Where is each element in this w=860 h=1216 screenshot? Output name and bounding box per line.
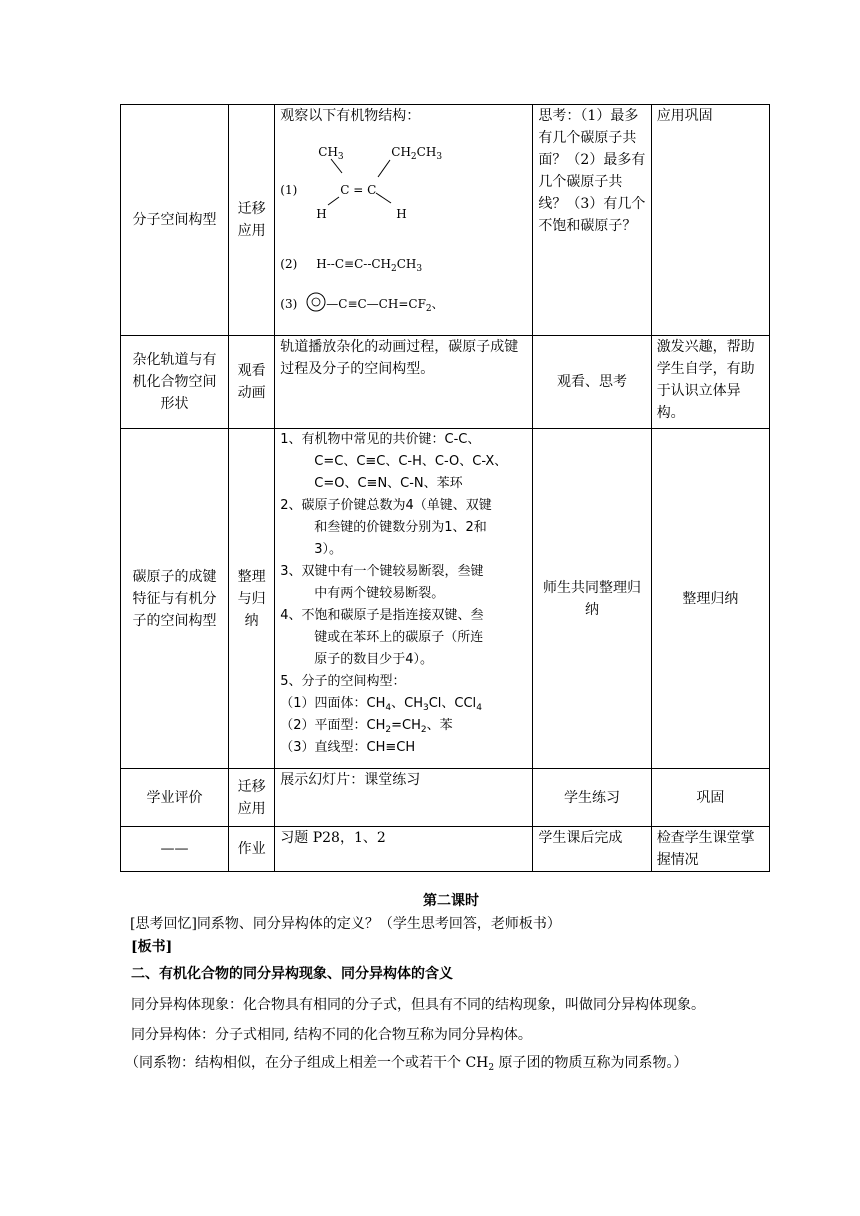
point-5-1: （1）四面体：$CH_4$、$CH_3Cl$、CCl$_4$ [280,696,482,713]
structure-3-formula: $—C\equiv C—CH=CF_2$、 [326,297,444,314]
section-heading: 二、有机化合物的同分异构现象、同分异构体的含义 [131,966,453,982]
teacher-activity-cell: 轨道播放杂化的动画过程，碳原子成键过程及分子的空间构型。 [275,336,533,429]
student-activity-cell: 学生课后完成 [533,827,651,872]
point-2: 2、碳原子价键总数为4（单键、双键 [280,498,492,513]
topic-cell: 分子空间构型 [121,105,229,336]
point-5: 5、分子的空间构型： [280,674,406,689]
method-cell: 整理与归纳 [228,429,274,769]
method-cell: 迁移应用 [228,769,274,827]
structure-1-label: (1) [280,183,298,197]
h-right: H [396,207,407,221]
point-4-cont: 键或在苯环上的碳原子（所连 [314,630,484,645]
structure-diagrams [280,127,527,335]
point-5-3: （3）直线型：CH≡CH [280,740,416,755]
intent-cell: 应用巩固 [651,105,769,336]
point-5-2: （2）平面型：$CH_2=CH_2$、苯 [280,718,453,735]
point-3: 3、双键中有一个键较易断裂，叁键 [280,564,484,579]
intro-text: 观察以下有机物结构： [280,108,421,124]
definition-paragraph: 同分异构体现象：化合物具有相同的分子式，但具有不同的结构现象，叫做同分异构体现象。 [131,997,705,1013]
point-2-cont: 3）。 [314,542,343,557]
point-4: 4、不饱和碳原子是指连接双键、叁 [280,608,484,623]
teacher-activity-cell [275,429,533,769]
structure-2-formula: $H--C\equiv C--CH_2CH_3$ [316,257,423,274]
point-1-cont: C=O、C≡N、C-N、苯环 [314,476,463,491]
table-row [121,429,770,769]
teacher-activity-cell: 习题 P28，1、2 [275,827,533,872]
homolog-note: （同系物：结构相似，在分子组成上相差一个或若干个 $CH_2$ 原子团的物质互称为同系物。） [125,1055,688,1073]
student-activity-cell: 师生共同整理归纳 [533,429,651,769]
cc-double-bond: C = C [340,183,377,197]
teacher-activity-cell [275,105,533,336]
board-label: [板书] [131,939,173,955]
h-left: H [316,207,327,221]
point-3-cont: 中有两个键较易断裂。 [314,586,445,601]
method-cell: 作业 [228,827,274,872]
intent-cell: 检查学生课堂掌握情况 [651,827,769,872]
topic-cell: 杂化轨道与有机化合物空间形状 [121,336,229,429]
topic-cell: 碳原子的成键特征与有机分子的空间构型 [121,429,229,769]
method-cell: 迁移应用 [228,105,274,336]
ch2ch3-label: $CH_2CH_3$ [391,145,443,162]
lesson-heading: 第二课时 [423,893,479,909]
table-row [121,769,770,827]
structure-2-label: (2) [280,257,298,271]
ch3-label: $CH_3$ [318,145,344,162]
intent-cell: 激发兴趣，帮助学生自学，有助于认识立体异构。 [651,336,769,429]
table-row [121,827,770,872]
lesson-table [120,104,770,872]
recall-prompt: [思考回忆]同系物、同分异构体的定义？（学生思考回答，老师板书） [130,916,561,932]
student-activity-cell: 学生练习 [533,769,651,827]
table-row [121,105,770,336]
point-1: 1、有机物中常见的共价键：C-C、 [280,432,481,447]
intent-cell: 整理归纳 [651,429,769,769]
structure-3-label: (3) [280,297,298,311]
student-activity-cell: 思考：（1）最多有几个碳原子共面？（2）最多有几个碳原子共线？（3）有几个不饱和碳原子？ [533,105,651,336]
second-lesson-section [125,890,771,1076]
table-row [121,336,770,429]
isomer-definition: 同分异构体：分子式相同, 结构不同的化合物互称为同分异构体。 [131,1027,532,1043]
topic-cell: —— [121,827,229,872]
point-1-cont: C=C、C≡C、C-H、C-O、C-X、 [314,454,508,469]
teacher-activity-cell: 展示幻灯片：课堂练习 [275,769,533,827]
point-2-cont: 和叁键的价键数分别为1、2和 [314,520,487,535]
point-4-cont: 原子的数目少于4）。 [314,652,434,667]
topic-cell: 学业评价 [121,769,229,827]
intent-cell: 巩固 [651,769,769,827]
method-cell: 观看动画 [228,336,274,429]
student-activity-cell: 观看、思考 [533,336,651,429]
